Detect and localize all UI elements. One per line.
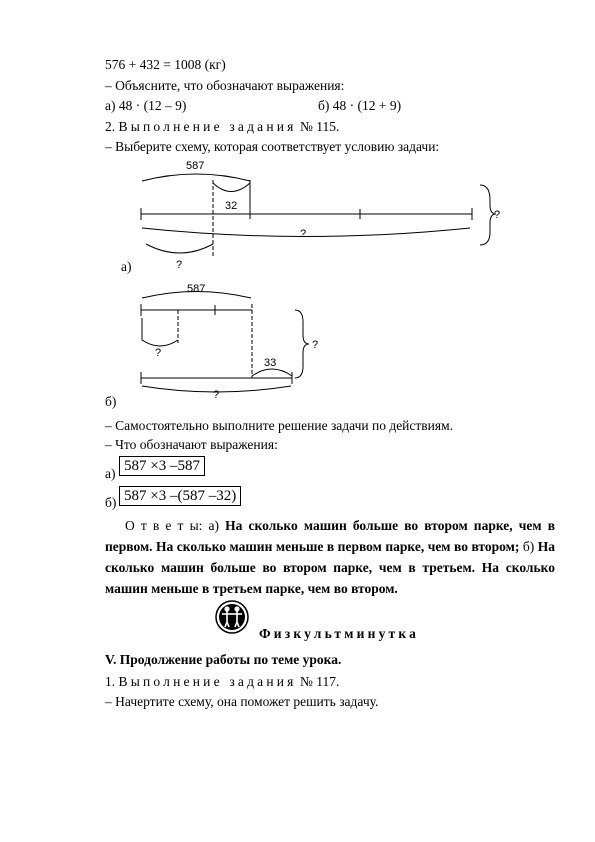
equation-line: 576 + 432 = 1008 (кг) <box>105 57 226 72</box>
expression-box-b: 587 ×3 –(587 –32) <box>119 486 241 506</box>
task-115-word: Выполнение задания <box>118 119 297 134</box>
draw-scheme-instruction: – Начертите схему, она поможет решить задачу. <box>105 694 379 709</box>
scheme-b-top-value: 587 <box>187 283 206 295</box>
section-5-heading: V. Продолжение работы по теме урока. <box>105 652 342 667</box>
scheme-a <box>141 174 496 256</box>
expression-a: а) 48 · (12 – 9) <box>105 98 187 113</box>
scheme-b-label: б) <box>105 394 117 409</box>
answers-paragraph: О т в е т ы: а) На сколько машин больше во втором парке, чем в первом. На сколько машин меньше в первом парке, чем во втором; б) На сколько машин больше во втором парке, чем в третьем. На сколько машин меньше в третьем парке, чем во втором. <box>105 518 555 596</box>
expression-b: б) 48 · (12 + 9) <box>318 98 402 113</box>
task-117-number: 1. <box>105 674 116 689</box>
scheme-a-label: а) <box>121 259 132 274</box>
scheme-a-main-question: ? <box>300 228 307 240</box>
fizminutka-title: Физкультминутка <box>259 626 420 641</box>
scheme-b-bottom-question: ? <box>213 389 220 401</box>
task-117-heading <box>105 674 339 690</box>
task-117-no: № 117. <box>299 674 340 689</box>
scheme-a-under-question: ? <box>176 259 183 271</box>
scheme-a-diff-value: 32 <box>225 200 238 212</box>
scheme-b-left-arc <box>142 318 178 346</box>
box-a-label: а) <box>105 466 116 481</box>
expression-box-a: 587 ×3 –587 <box>119 456 205 476</box>
scheme-b-diff-arc <box>252 369 292 376</box>
box-b-label: б) <box>105 495 117 510</box>
scheme-a-diff-arc <box>213 183 250 192</box>
answers-lead: О т в е т ы: <box>125 518 203 533</box>
scheme-a-top-arc <box>142 174 250 181</box>
solve-instruction: – Самостоятельно выполните решение задачи по действиям. <box>105 418 454 433</box>
scheme-b-diff-value: 33 <box>264 357 277 369</box>
choose-scheme-question: – Выберите схему, которая соответствует условию задачи: <box>105 139 440 154</box>
what-mean-question: – Что обозначают выражения: <box>105 437 278 452</box>
scheme-b-right-question: ? <box>312 339 319 351</box>
scheme-b <box>141 292 309 393</box>
task-117-word: Выполнение задания <box>118 674 297 689</box>
answer-a: На сколько машин больше во втором парке, чем в первом. На сколько машин меньше в первом парке, чем во втором; <box>105 518 555 554</box>
answer-b: На сколько машин больше во втором парке, чем в третьем. На сколько машин меньше в третьем парке, чем во втором. <box>105 539 555 596</box>
scheme-a-small-arc <box>146 244 213 253</box>
task-115-no: № 115. <box>299 119 340 134</box>
scheme-b-right-brace <box>295 310 309 378</box>
scheme-a-top-value: 587 <box>186 160 205 172</box>
scheme-b-left-question: ? <box>155 347 162 359</box>
scheme-a-right-question: ? <box>494 209 501 221</box>
task-115-number: 2. <box>105 119 116 134</box>
explain-question: – Объясните, что обозначают выражения: <box>105 78 345 93</box>
